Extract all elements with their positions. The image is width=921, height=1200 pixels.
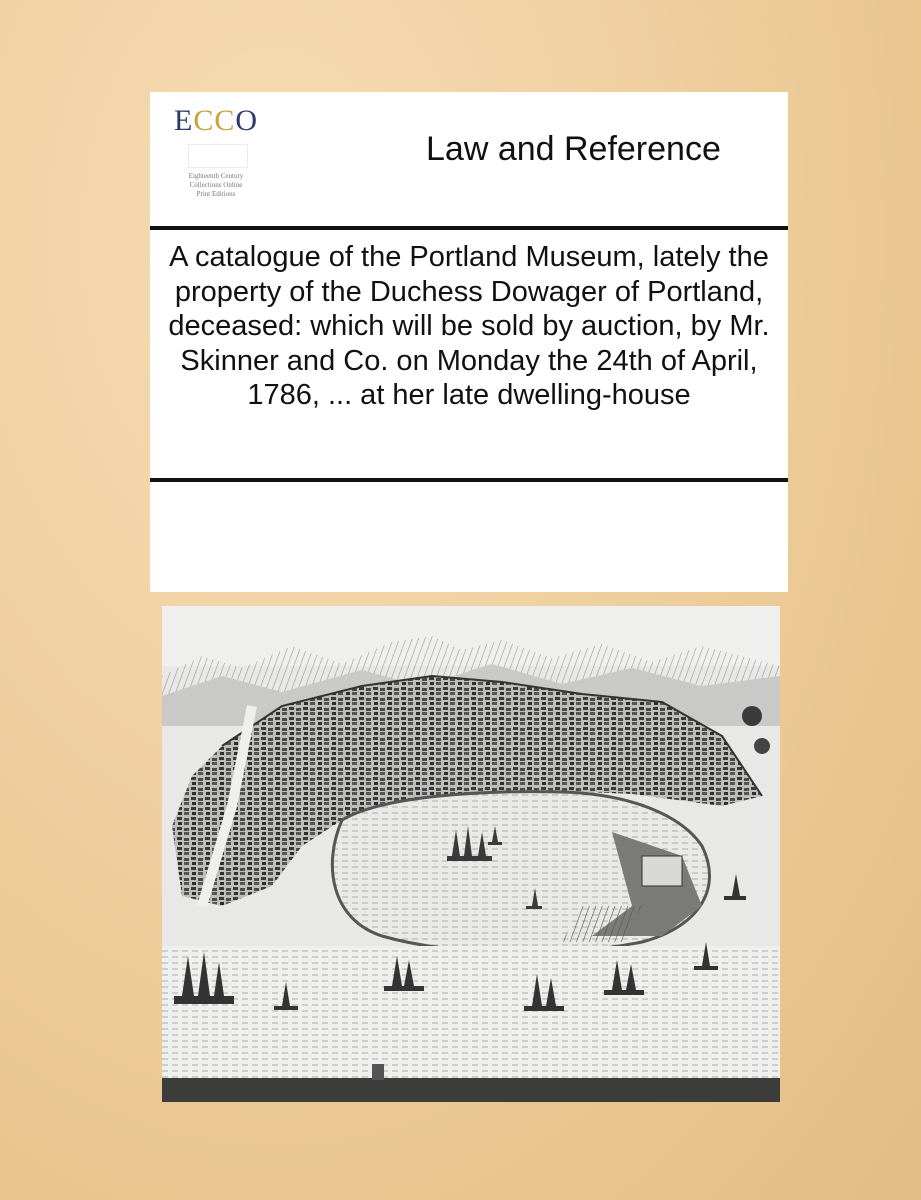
logo-ghost-reflection (188, 144, 248, 168)
logo-sub-line1: Eighteenth Century (188, 172, 244, 180)
logo-mark-cc: CC (193, 104, 236, 137)
harbor-engraving-image (162, 606, 780, 1102)
series-label: Law and Reference (426, 130, 721, 168)
title-panel (150, 92, 788, 592)
harbor-engraving-svg (162, 606, 780, 1102)
logo-mark-o: O (235, 104, 259, 137)
ecco-logo (166, 104, 266, 214)
logo-sub-line3: Print Editions (196, 190, 236, 198)
top-rule (150, 226, 788, 230)
logo-mark-e: E (173, 104, 194, 137)
logo-subtitle (166, 172, 266, 199)
bottom-rule (150, 478, 788, 482)
logo-sub-line2: Collections Online (189, 181, 243, 189)
book-title: A catalogue of the Portland Museum, lately the property of the Duchess Dowager of Portland, deceased: which will be sold by auction, by Mr. Skinner and Co. on Monday the 24th of April, 1786, ... at her late dwelling-house (168, 241, 770, 411)
logo-mark (166, 104, 266, 138)
